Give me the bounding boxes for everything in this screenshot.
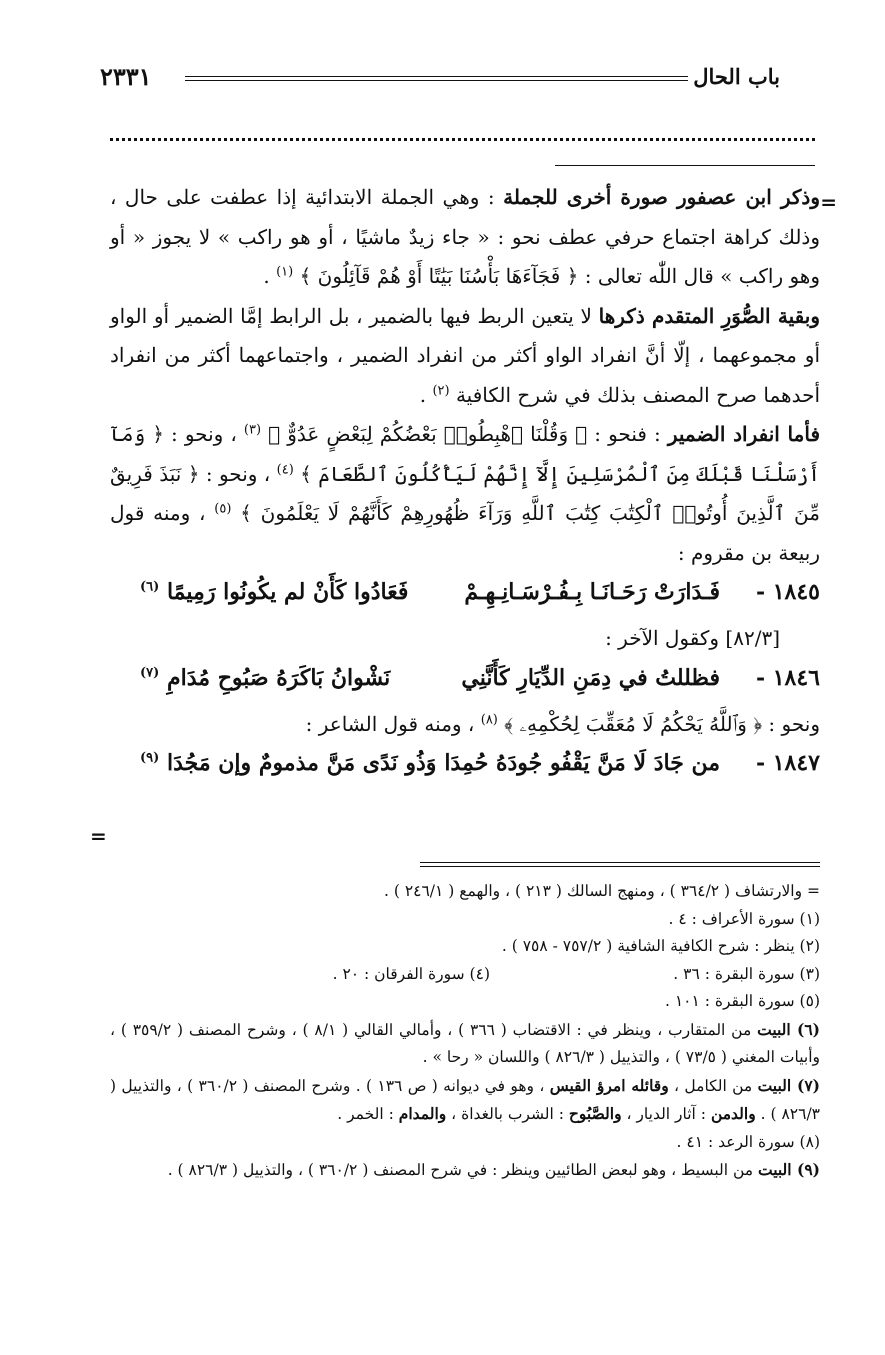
footnote-ref: (٣): [243, 422, 262, 438]
footnote-bold: والصَّبُوح: [568, 1104, 622, 1123]
chapter-title: باب الحال: [693, 64, 780, 89]
footnote-bold: وقائله امرؤ القيس: [549, 1075, 669, 1095]
footnote-ref: (١): [276, 264, 294, 280]
footnote-6: [110, 1016, 820, 1072]
header-rule: [185, 76, 688, 81]
footnote-text: : آثار الديار ،: [621, 1105, 711, 1123]
lead-text: وبقية الصُّوَرِ المتقدم ذكرها: [598, 303, 820, 328]
footnote-ref: (٧): [140, 665, 160, 681]
paragraph-3: [110, 415, 820, 573]
hemistich-text: فَعَادُوا كَأَنْ لم يكُونُوا رَمِيمًا: [166, 579, 409, 605]
quran-quote: ﴿ وَمَآ أَرْسَلْنَا قَبْلَكَ مِنَ ٱلْمُرْسَلِينَ إِلَّآ إِنَّهُمْ لَيَأْكُلُونَ ٱلطَّعَامَ ﴾: [110, 422, 821, 486]
continuation-mark-bottom: =: [90, 824, 107, 848]
verse-number: ١٨٤٥ -: [755, 579, 820, 605]
verse-second-hemistich: [140, 659, 390, 699]
footnote-4: (٤) سورة الفرقان : ٢٠ .: [332, 964, 490, 983]
footnote-ref: (٢): [432, 382, 450, 398]
footnote-lead: (٩) البيت: [757, 1160, 820, 1179]
footnote-text: : الخمر .: [337, 1105, 399, 1123]
verse-1847: [110, 744, 820, 790]
quran-quote: ﴿ وَٱللَّهُ يَحْكُمُ لَا مُعَقِّبَ لِحُكْمِهِۦ ﴾: [504, 711, 763, 736]
footnote-bold: والدمن: [710, 1104, 756, 1123]
hemistich-text: وَذُو نَدًى مَنَّ مذمومٌ وإن مَجُدَا: [166, 750, 437, 776]
paragraph-text: : فنحو :: [587, 422, 668, 446]
quran-quote: ﴿ وَقُلْنَا ٱهْبِطُوا۟ بَعْضُكُمْ لِبَعْضٍ عَدُوٌّ ﴾: [268, 422, 588, 446]
footnote-5: (٥) سورة البقرة : ١٠١ .: [664, 992, 820, 1010]
paragraph-text: لا يتعين الربط فيها بالضمير ، بل الرابط إمَّا الضمير أو الواو أو مجموعهما ، إلّا أنَّ انفراد الواو أكثر من انفراد الضمير ، واجتماعهما أكثر من انفراد أحدهما صرح المصنف بذلك في شرح الكافية: [110, 303, 820, 407]
quran-quote: ﴿ نَبَذَ فَرِيقٌ مِّنَ ٱلَّذِينَ أُوتُوا۟ ٱلْكِتَٰبَ كِتَٰبَ ٱللَّهِ وَرَآءَ ظُهُورِهِمْ كَأَنَّهُمْ لَا يَعْلَمُونَ ﴾: [110, 461, 820, 525]
footnote-ref: (٩): [140, 750, 160, 766]
footnotes: [110, 878, 820, 1185]
footnote-2: (٢) ينظر : شرح الكافية الشافية ( ٧٥٧/٢ - ٧٥٨ ) .: [501, 937, 820, 955]
dotted-separator: [110, 138, 815, 149]
footnote-text: من البسيط ، وهو لبعض الطائيين وينظر : في شرح المصنف ( ٣٦٠/٢ ) ، والتذييل ( ٨٢٦/٣ ) .: [167, 1161, 758, 1179]
lead-text: فأما انفراد الضمير: [667, 422, 821, 446]
footnote-text: : الشرب بالغداة ،: [446, 1105, 569, 1123]
continuation-mark-top: =: [820, 190, 837, 214]
footnote-lead: (٦) البيت: [757, 1019, 820, 1039]
footnote-bold: والمدام: [398, 1104, 447, 1123]
verse-second-hemistich: [140, 573, 408, 613]
paragraph-text: : وهي الجملة الابتدائية إذا عطفت على حال ، وذلك كراهة اجتماع حرفي عطف نحو : « جاء زيدٌ ماشيًا ، أو هو راكب » لا يجوز « أو وهو راكب » قال اللّٰه تعالى :: [110, 185, 820, 288]
verse-first-hemistich: من جَادَ لَا مَنَّ يَقْفُو جُودَهُ حُمِدَا: [444, 750, 720, 776]
footnote-7: [110, 1072, 820, 1129]
verse-second-hemistich: [140, 744, 436, 784]
main-text: [110, 178, 820, 790]
footnote-ref: (٦): [140, 579, 160, 595]
footnote-rule: [420, 862, 820, 867]
footnote-ref: (٨): [480, 711, 498, 727]
paragraph-text: ، ومنه قول ربيعة بن مقروم :: [110, 501, 820, 565]
verse-number: ١٨٤٦ -: [755, 664, 820, 691]
verse-number: ١٨٤٧ -: [755, 750, 820, 776]
footnote-8: (٨) سورة الرعد : ٤١ .: [676, 1132, 820, 1151]
paragraph-text: [٨٢/٣] وكقول الآخر :: [605, 626, 780, 650]
running-header: [100, 62, 780, 96]
footnote-9: [110, 1156, 820, 1185]
paragraph-text: ونحو :: [762, 711, 820, 736]
footnote-text: ، وهو في ديوانه ( ص ١٣٦ ) . وشرح المصنف ( ٣٦٠/٢ ) ، والتذييل ( ٨٢٦/٣ ) .: [110, 1076, 820, 1123]
footnote-continued: = والارتشاف ( ٣٦٤/٢ ) ، ومنهج السالك ( ٢١٣ ) ، والهمع ( ٢٤٦/١ ) .: [384, 882, 820, 900]
footnote-1: (١) سورة الأعراف : ٤ .: [668, 909, 820, 928]
footnote-ref: (٥): [214, 501, 232, 517]
hemistich-text: نَشْوانُ بَاكَرَهُ صَبُوحِ مُدَامِ: [166, 664, 391, 691]
footnote-ref: (٤): [276, 461, 294, 477]
verse-first-hemistich: فَـدَارَتْ رَحَـانَـا بِـفُـرْسَـانِـهِـمْ: [464, 579, 720, 605]
footnote-text: من الكامل ،: [668, 1076, 758, 1095]
footnote-text: من المتقارب ، وينظر في : الاقتضاب ( ٣٦٦ ) ، وأمالي القالي ( ٨/١ ) ، وشرح المصنف ( ٣٥٩/٢ ) ، وأبيات المغني ( ٧٣/٥ ) ، والتذييل ( ٨٢٦/٣ ) واللسان « رحا » .: [110, 1020, 820, 1066]
paragraph-2: وبقية الصُّوَرِ المتقدم ذكرها لا يتعين الربط فيها بالضمير ، بل الرابط إمَّا الضمير أو الواو أو مجموعهما ، إلّا أنَّ انفراد الواو أكثر من انفراد الضمير ، واجتماعهما أكثر من انفراد أحدهما صرح المصنف بذلك في شرح الكافية $^{(٢)}$ .: [110, 303, 820, 407]
paragraph-4: [110, 705, 820, 745]
quran-quote: ﴿ فَجَآءَهَا بَأْسُنَا بَيَٰتًا أَوْ هُمْ قَآئِلُونَ ﴾: [299, 264, 579, 288]
verse-1846: [110, 659, 820, 705]
paragraph-text: ، ونحو :: [163, 422, 244, 446]
lead-text: وذكر ابن عصفور صورة أخرى للجملة: [503, 185, 820, 209]
paragraph-1: وذكر ابن عصفور صورة أخرى للجملة : وهي الجملة الابتدائية إذا عطفت على حال ، وذلك كراهة اجتماع حرفي عطف نحو : « جاء زيدٌ ماشيًا ، أو هو راكب » لا يجوز « أو وهو راكب » قال اللّٰه تعالى : ﴿ فَجَآءَهَا بَأْسُنَا بَيَٰتًا أَوْ هُمْ قَآئِلُونَ ﴾ $^{(١)}$ .: [110, 185, 820, 288]
footnotes-3-4: [110, 961, 820, 989]
after-verse-1: [110, 619, 820, 659]
page-number: ٢٣٣١: [100, 62, 152, 91]
verse-1845: [110, 573, 820, 619]
paragraph-text: ، ومنه قول الشاعر :: [305, 711, 481, 736]
paragraph-text: ، ونحو :: [199, 461, 277, 486]
verse-first-hemistich: فظللتُ في دِمَنِ الدِّيَارِ كَأَنَّنِي: [461, 664, 720, 691]
separator-rule: [555, 165, 815, 166]
footnote-3: (٣) سورة البقرة : ٣٦ .: [673, 964, 820, 983]
footnote-lead: (٧) البيت: [757, 1075, 820, 1095]
